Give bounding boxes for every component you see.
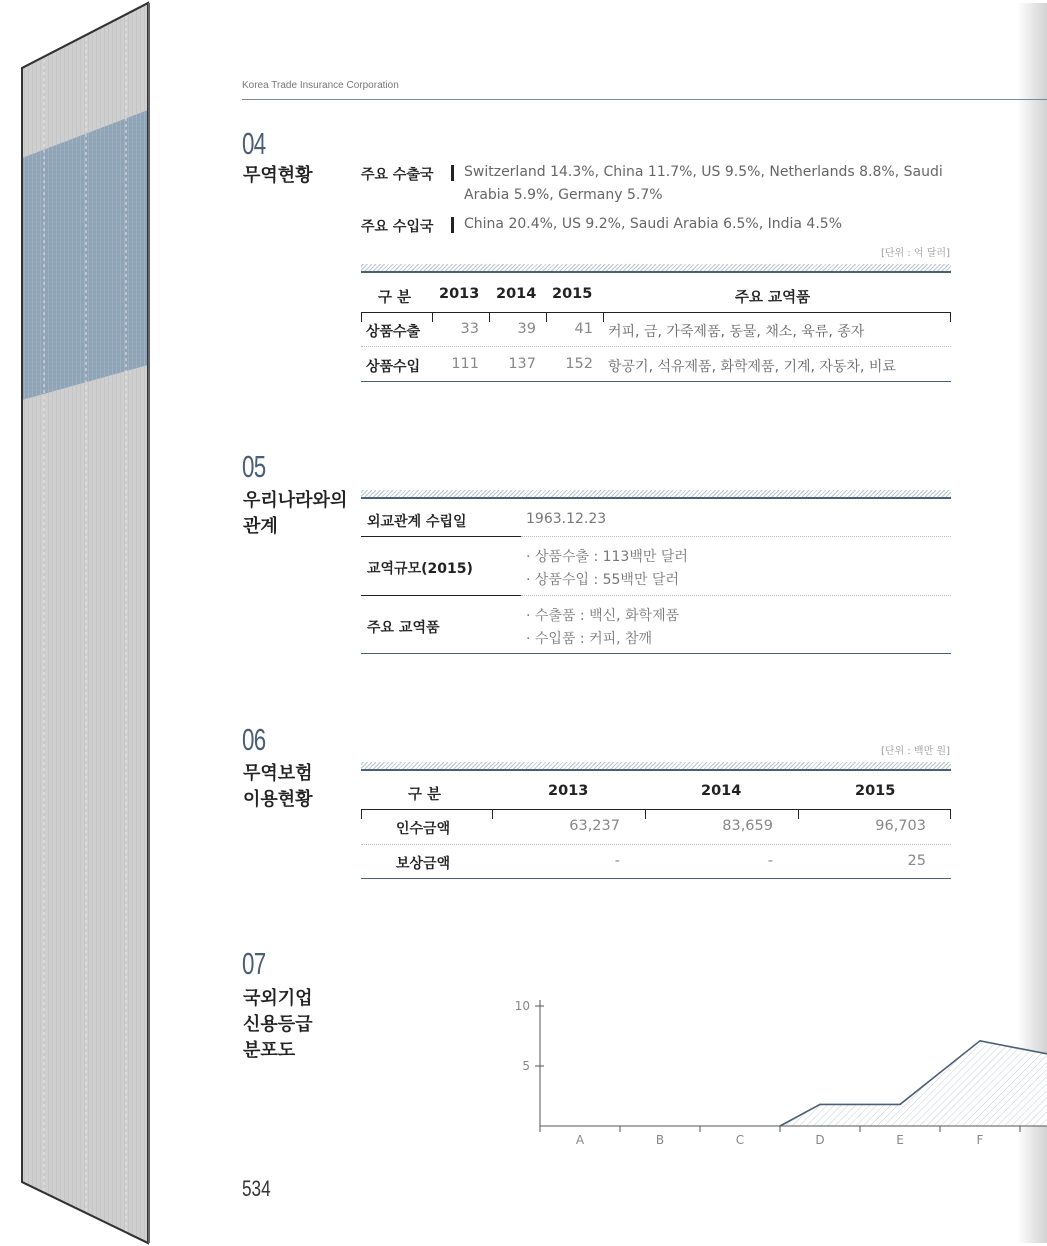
credit-rating-chart: [350, 988, 984, 1153]
cell-2014: 83,659: [722, 818, 773, 834]
section-04-title: 무역현황: [243, 165, 313, 186]
section-07-number: 07: [242, 946, 266, 981]
cell-2015: 152: [565, 356, 593, 372]
section-07-title-line1: 국외기업: [243, 988, 313, 1009]
table-05-label-rule: [361, 536, 521, 537]
cell-items: 커피, 금, 가죽제품, 동물, 채소, 육류, 종자: [608, 324, 865, 340]
running-header: Korea Trade Insurance Corporation: [242, 80, 399, 91]
section-04-number: 04: [242, 126, 266, 161]
row-value-line2: · 상품수입 : 55백만 달러: [526, 572, 679, 588]
table-04-header-2014: 2014: [496, 286, 537, 302]
row-label: 상품수출: [366, 324, 421, 340]
table-04-header-items: 주요 교역품: [735, 290, 811, 306]
row-value: 1963.12.23: [526, 511, 607, 527]
cell-2013: 111: [451, 356, 479, 372]
section-07-title-line2: 신용등급: [243, 1014, 313, 1035]
table-06-bottom-rule: [361, 878, 951, 879]
section-06-title-line2: 이용현황: [243, 789, 313, 810]
table-06-header-category: 구 분: [408, 787, 442, 803]
table-06-tick: [798, 809, 799, 819]
cell-2014: -: [767, 853, 773, 869]
row-label: 상품수입: [366, 359, 421, 375]
row-value-line1: · 수출품 : 백신, 화학제품: [526, 608, 680, 624]
document-page: [148, 3, 1047, 1243]
table-06-tick: [645, 809, 646, 819]
main-import-label: 주요 수입국: [361, 219, 434, 235]
table-06-top-bar: [361, 762, 951, 771]
row-label: 인수금액: [396, 821, 451, 837]
table-04-header-category: 구 분: [378, 290, 412, 306]
section-06-unit: [단위 : 백만 원]: [880, 746, 950, 757]
data-point: [979, 1040, 981, 1042]
section-05-title-line2: 관계: [243, 516, 278, 537]
cell-2014: 137: [508, 356, 536, 372]
section-07-title-line3: 분포도: [243, 1040, 296, 1061]
table-05-value-divider: [521, 595, 951, 596]
main-export-line1: Switzerland 14.3%, China 11.7%, US 9.5%, Netherlands 8.8%, Saudi: [464, 164, 943, 180]
table-06-header-2015: 2015: [855, 783, 896, 799]
export-separator: [451, 165, 454, 181]
main-export-label: 주요 수출국: [361, 167, 434, 183]
table-05-top-bar: [361, 490, 951, 499]
row-label: 보상금액: [396, 856, 451, 872]
x-tick-label: D: [815, 1133, 825, 1147]
x-tick-label: A: [575, 1133, 585, 1147]
x-tick-label: E: [896, 1133, 904, 1147]
cell-2014: 39: [517, 321, 536, 337]
header-rule: [242, 99, 1047, 100]
main-import-text: China 20.4%, US 9.2%, Saudi Arabia 6.5%, India 4.5%: [464, 216, 842, 232]
y-tick-label: 10: [514, 999, 530, 1013]
import-separator: [451, 217, 454, 233]
cell-items: 항공기, 석유제품, 화학제품, 기계, 자동차, 비료: [608, 359, 896, 375]
x-tick-label: B: [655, 1133, 665, 1147]
row-value-line2: · 수입품 : 커피, 참깨: [526, 631, 653, 647]
page-number: 534: [242, 1176, 271, 1201]
x-tick-label: F: [976, 1133, 984, 1147]
table-06-tick: [361, 809, 362, 819]
table-04-top-bar: [361, 264, 951, 273]
chart-area-fill: [780, 1041, 1047, 1126]
table-04-tick: [950, 312, 951, 322]
cell-2013: -: [614, 853, 620, 869]
section-06-title-line1: 무역보험: [243, 763, 313, 784]
table-06-header-rule: [361, 809, 951, 810]
data-point: [899, 1104, 901, 1106]
table-05-value-divider: [521, 536, 951, 537]
cell-2013: 63,237: [569, 818, 620, 834]
cell-2013: 33: [460, 321, 479, 337]
table-05-label-rule: [361, 595, 521, 596]
table-04-header-2013: 2013: [439, 286, 480, 302]
section-06-number: 06: [242, 722, 266, 757]
table-06-tick: [950, 809, 951, 819]
table-04-row-divider: [361, 346, 951, 347]
row-label: 주요 교역품: [367, 620, 440, 636]
section-05-number: 05: [242, 449, 266, 484]
table-04-tick: [603, 312, 604, 322]
table-04-header-2015: 2015: [552, 286, 593, 302]
cell-2015: 25: [907, 853, 926, 869]
cell-2015: 96,703: [875, 818, 926, 834]
x-tick-label: C: [735, 1133, 745, 1147]
data-point: [819, 1104, 821, 1106]
y-tick-label: 5: [522, 1059, 530, 1073]
row-value-line1: · 상품수출 : 113백만 달러: [526, 549, 688, 565]
section-05-title-line1: 우리나라와의: [243, 490, 348, 511]
row-label: 외교관계 수립일: [367, 514, 467, 530]
main-export-line2: Arabia 5.9%, Germany 5.7%: [464, 187, 663, 203]
section-04-unit: [단위 : 억 달러]: [880, 248, 950, 259]
table-04-tick: [361, 312, 362, 322]
table-06-row-divider: [361, 844, 951, 845]
book-spine-edge: [0, 0, 150, 1246]
data-point: [779, 1125, 781, 1127]
table-06-header-2013: 2013: [548, 783, 589, 799]
table-06-header-2014: 2014: [701, 783, 742, 799]
cell-2015: 41: [574, 321, 593, 337]
table-06-tick: [492, 809, 493, 819]
table-04-bottom-rule: [361, 381, 951, 382]
row-label: 교역규모(2015): [367, 561, 473, 577]
table-05-bottom-rule: [361, 653, 951, 654]
table-04-header-rule: [361, 312, 951, 313]
